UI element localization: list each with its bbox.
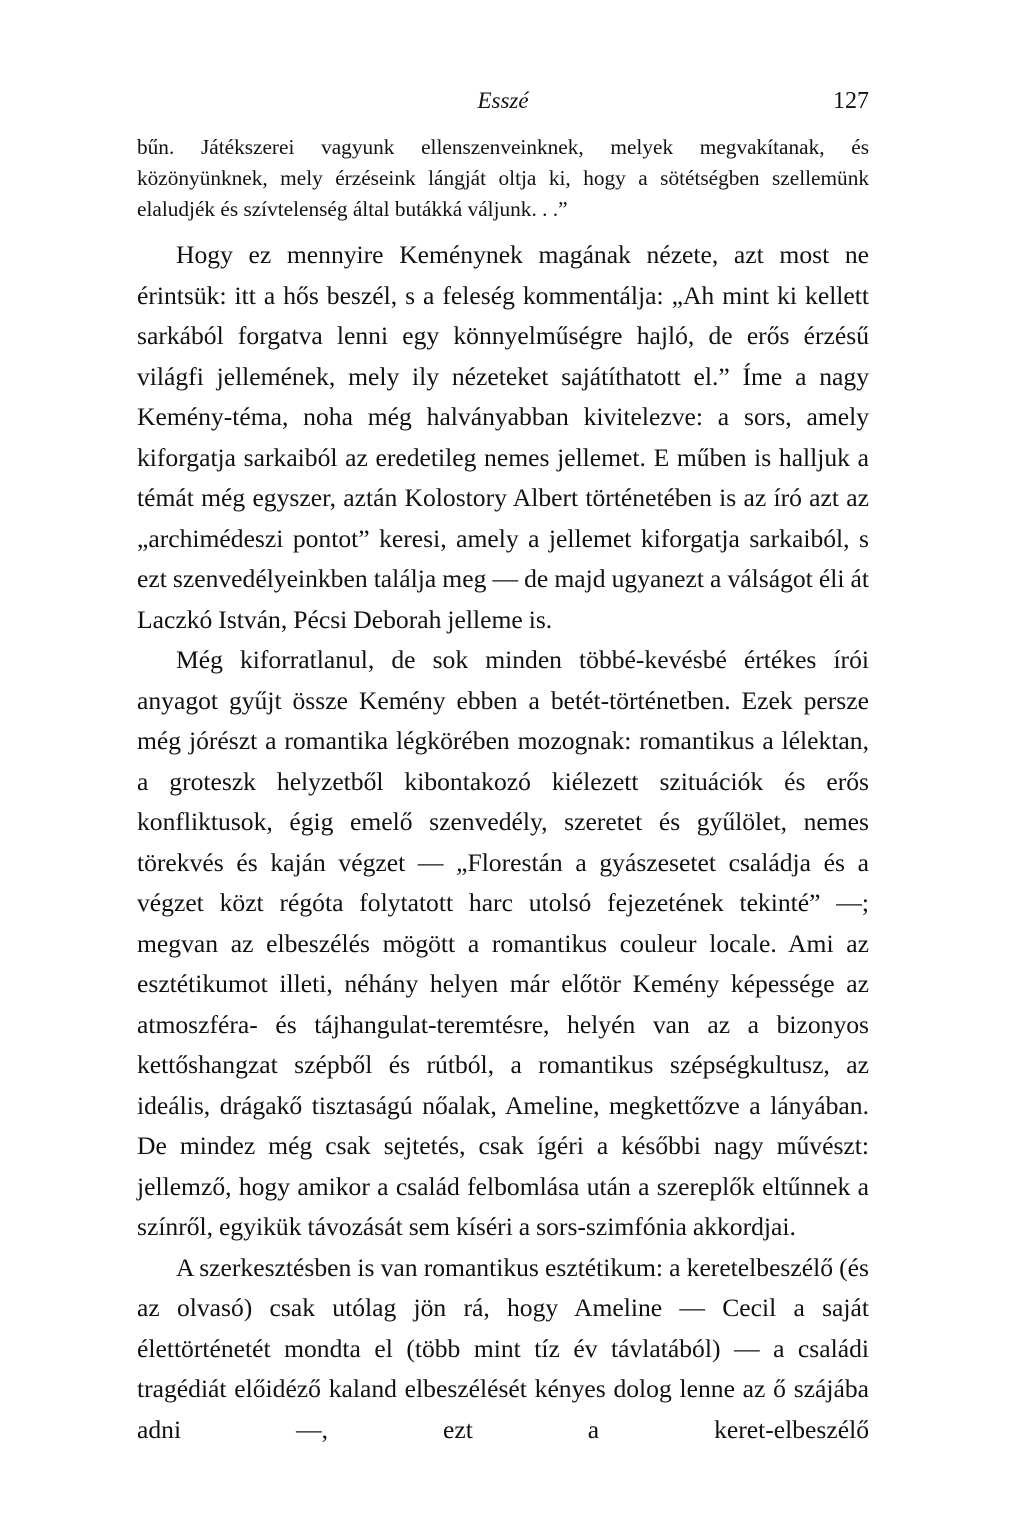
page-number: 127 xyxy=(833,88,869,114)
running-title: Esszé xyxy=(477,88,529,113)
paragraph-3: A szerkesztésben is van romantikus esztétikum: a keretelbeszélő (és az olvasó) csak utólag jön rá, hogy Ameline — Cecil a saját élettörténetét mondta el (több mint tíz év távlatából) — a családi tragédiát előidéző kaland elbeszélését kényes dolog lenne az ő szájába adni —, ezt a keret-elbeszélő xyxy=(137,1252,869,1444)
book-page xyxy=(137,80,869,1450)
running-header xyxy=(137,80,869,124)
paragraph-1: Hogy ez mennyire Keménynek magának nézete, azt most ne érintsük: itt a hős beszél, s a feleség kommentálja: „Ah mint ki kellett sarkából forgatva lenni egy könnyelműségre hajló, de erős érzésű világfi jellemének, mely ily nézeteket sajátíthatott el.” Íme a nagy Kemény-téma, noha még halványabban kivitelezve: a sors, amely kiforgatja sarkaiból az eredetileg nemes jellemet. E műben is halljuk a témát még egyszer, aztán Kolostory Albert történetében is az író azt az „archimédeszi pontot” keresi, amely a jellemet kiforgatja sarkaiból, s ezt szenvedélyeinkben találja meg — de majd ugyanezt a válságot éli át Laczkó István, Pécsi Deborah jelleme is. xyxy=(137,240,869,634)
paragraph-2: Még kiforratlanul, de sok minden többé-kevésbé értékes írói anyagot gyűjt össze Kemény ebben a betét-történetben. Ezek persze még jórészt a romantika légkörében mozognak: romantikus a lélektan, a groteszk helyzetből kibontakozó kiélezett szituációk és erős konfliktusok, égig emelő szenvedély, szeretet és gyűlölet, nemes törekvés és kaján végzet — „Florestán a gyászesetet családja és a végzet közt régóta folytatott harc utolsó fejezetének tekinté” —; megvan az elbeszélés mögött a romantikus couleur locale. Ami az esztétikumot illeti, néhány helyen már előtör Kemény képessége az atmoszféra- és tájhangulat-teremtésre, helyén van az a bizonyos kettőshangzat szépből és rútból, a romantikus szépségkultusz, az ideális, drágakő tisztaságú nőalak, Ameline, megkettőzve a lányában. De mindez még csak sejtetés, csak ígéri a későbbi nagy művészt: jellemző, hogy amikor a család felbomlása után a szereplők eltűnnek a színről, egyikük távozását sem kíséri a sors-szimfónia akkordjai. xyxy=(137,645,869,1241)
essay-body xyxy=(137,235,869,1450)
quotation-ending: bűn. Játékszerei vagyunk ellenszenveinknek, melyek megvakítanak, és közönyünknek, mely érzéseink lángját oltja ki, hogy a sötétségben szellemünk elaludjék és szívtelenség által butákká váljunk. . .” xyxy=(137,135,869,221)
